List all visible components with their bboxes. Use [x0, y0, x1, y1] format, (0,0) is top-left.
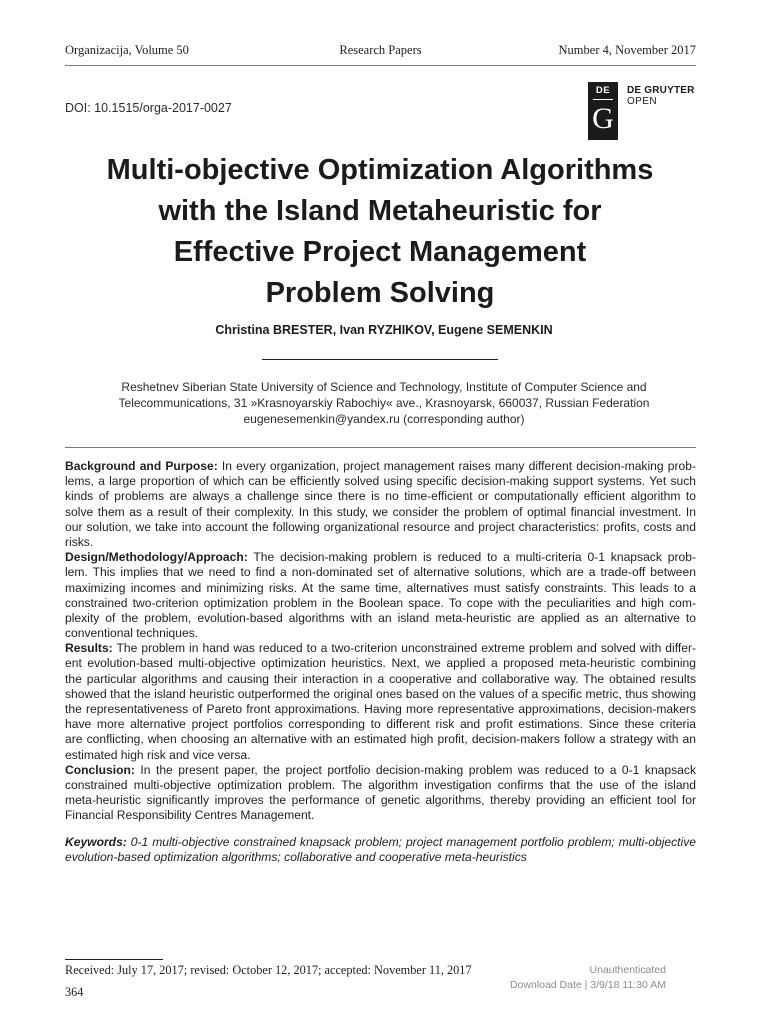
- access-stamp: [510, 963, 666, 993]
- abstract-line: plexity of the problem, evolution-based algorithms with an island meta-heuristic are applied as an alternative to: [65, 610, 696, 625]
- abstract-line: have more alternative project portfolios corresponding to different risk and profit estimations. Since these criteria: [65, 717, 696, 732]
- abstract-line: the representativeness of Pareto front approximations. Having more representative approximations, decision-makers: [65, 702, 696, 716]
- abstract-line: constrained multi-objective optimization problem. The algorithm investigation confirms that the use of the island: [65, 777, 696, 792]
- download-date: Download Date | 3/9/18 11:30 AM: [509, 979, 666, 991]
- keywords-line: evolution-based optimization algorithms; collaborative and cooperative meta-heuristics: [65, 850, 527, 865]
- publisher-imprint: OPEN: [627, 96, 657, 107]
- title-line: with the Island Metaheuristic for: [158, 195, 602, 227]
- logo-de-text: DE: [595, 85, 611, 96]
- logo-g-letter: G: [592, 102, 614, 135]
- paper-title: [48, 150, 712, 314]
- publisher-mark: [588, 82, 708, 140]
- abstract-line: risks.: [65, 534, 94, 549]
- access-status: Unauthenticated: [589, 964, 666, 976]
- issue-date: Number 4, November 2017: [558, 43, 696, 57]
- abstract-line: the particular algorithms and causing their interaction in a cooperative and collaborative way. The obtained results: [65, 671, 696, 686]
- abstract-line: showed that the island heuristic outperformed the original ones based on the values of a specific metric, thus showing: [65, 686, 696, 701]
- title-line: Multi-objective Optimization Algorithms: [106, 154, 654, 186]
- doi-link[interactable]: DOI: 10.1515/orga-2017-0027: [65, 101, 232, 115]
- abstract-line: our solution, we take into account the following organizational resource and project characteristics: profits, costs and: [65, 519, 696, 534]
- abstract-line: Background and Purpose: In every organization, project management raises many different decision-making prob-: [65, 459, 696, 473]
- logo-divider: [593, 99, 613, 100]
- abstract-divider: [65, 447, 696, 448]
- abstract-line: constrained two-criterion optimization problem in the Boolean space. To cope with the peculiarities and high com-: [65, 595, 696, 610]
- affiliation-line: Reshetnev Siberian State University of Science and Technology, Institute of Computer Science and: [121, 380, 647, 394]
- section-label: Research Papers: [339, 43, 422, 57]
- abstract-line: estimated high risk and vice versa.: [65, 747, 251, 762]
- affiliation-line: Telecommunications, 31 »Krasnoyarskiy Rabochiy« ave., Krasnoyarsk, 660037, Russian Federation: [118, 396, 650, 410]
- abstract-line: are conflicting, when choosing an alternative with an estimated high profit, decision-makers follow a strategy with an: [65, 732, 696, 747]
- author-list: Christina BRESTER, Ivan RYZHIKOV, Eugene SEMENKIN: [215, 323, 553, 337]
- corresponding-email[interactable]: eugenesemenkin@yandex.ru (corresponding author): [243, 412, 525, 426]
- abstract-line: Financial Responsibility Centres Management.: [65, 808, 315, 823]
- abstract-line: ent evolution-based multi-objective optimization heuristics. Next, we applied a proposed meta-heuristic combining: [65, 656, 696, 671]
- abstract-line: Design/Methodology/Approach: The decision-making problem is reduced to a multi-criteria 0-1 knapsack prob-: [65, 550, 696, 565]
- abstract-line: Results: The problem in hand was reduced to a two-criterion unconstrained extreme problem and solved with differ-: [65, 641, 696, 656]
- abstract-line: conventional techniques.: [65, 626, 199, 641]
- title-line: Problem Solving: [265, 277, 495, 309]
- footnote-divider: [65, 959, 163, 960]
- abstract-line: lem. This implies that we need to find a non-dominated set of alternative solutions, which are a trade-off between: [65, 565, 696, 580]
- author-divider: [262, 359, 498, 360]
- abstract-line: maximizing incomes and minimizing risks. At the same time, alternatives must satisfy constraints. This leads to a: [65, 580, 696, 595]
- results-heading: Results:: [65, 641, 113, 656]
- page-number: 364: [65, 985, 84, 999]
- keywords-heading: Keywords:: [65, 835, 127, 849]
- running-head: [65, 43, 696, 61]
- de-gruyter-logo-icon: [588, 82, 618, 140]
- keywords: [65, 835, 696, 865]
- abstract-line: meta-heuristic significantly improves the performance of genetic algorithms, thereby providing an efficient tool for: [65, 793, 696, 808]
- abstract-line: lems, a large proportion of which can be efficiently solved using specific decision-making support systems. Yet such: [65, 474, 696, 489]
- design-heading: Design/Methodology/Approach:: [65, 550, 248, 565]
- abstract-line: solve them as a result of their complexity. In this study, we consider the problem of optimal financial investment. In: [65, 504, 696, 519]
- background-heading: Background and Purpose:: [65, 459, 218, 473]
- received-dates: Received: July 17, 2017; revised: October 12, 2017; accepted: November 11, 2017: [65, 963, 472, 977]
- affiliation: [60, 379, 708, 427]
- keywords-line: Keywords: 0-1 multi-objective constrained knapsack problem; project management portfolio problem; multi-objective: [65, 835, 696, 849]
- header-divider: [65, 65, 696, 66]
- publisher-name: DE GRUYTER: [627, 85, 695, 96]
- abstract-line: kinds of problems are always a challenge since there is no time-efficient or computationally efficient algorithm to: [65, 489, 696, 504]
- conclusion-heading: Conclusion:: [65, 762, 135, 777]
- abstract-line: Conclusion: In the present paper, the project portfolio decision-making problem was reduced to a 0-1 knapsack: [65, 762, 696, 777]
- title-line: Effective Project Management: [173, 236, 587, 268]
- journal-volume: Organizacija, Volume 50: [65, 43, 189, 57]
- abstract: [65, 459, 696, 824]
